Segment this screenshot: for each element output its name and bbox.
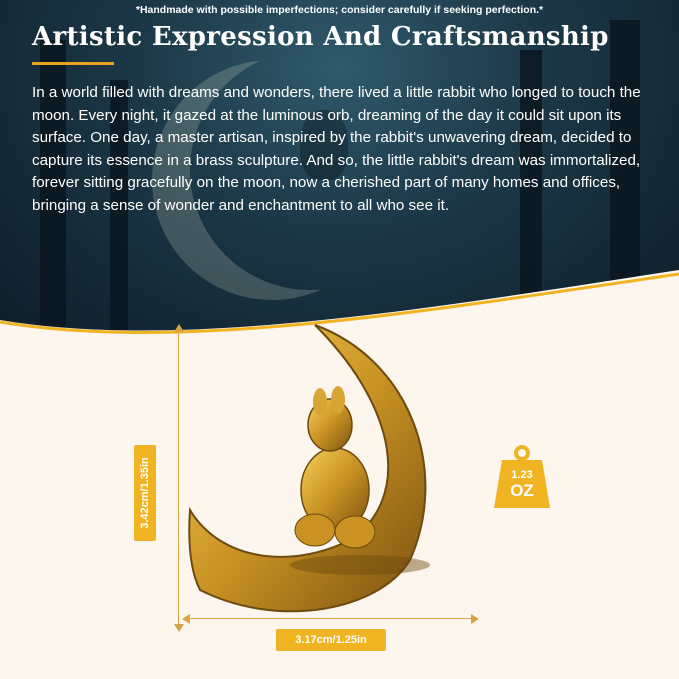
- weight-value: 1.23: [511, 469, 533, 481]
- title-underline: [32, 62, 114, 65]
- disclaimer-text: *Handmade with possible imperfections; consider carefully if seeking perfection.*: [135, 4, 544, 16]
- height-label: 3.42cm/1.35in: [139, 457, 151, 529]
- rabbit-feet: [295, 514, 335, 546]
- story-paragraph: In a world filled with dreams and wonders, there lived a little rabbit who longed to touch the moon. Every night, it gazed at the luminous orb, dreaming of the day it could sit upon its surface. One day, a master artisan, inspired by the rabbit's unwavering dream, decided to capture its essence in a brass sculpture. And so, the little rabbit's dream was immortalized, forever sitting gracefully on the moon, now a cherished part of many homes and offices, bringing a sense of wonder and enchantment to all who see it.: [32, 84, 641, 214]
- arrow-down-icon: [174, 624, 184, 632]
- width-label: 3.17cm/1.25in: [295, 634, 367, 646]
- rabbit-ear: [331, 386, 345, 414]
- brass-rabbit-moon-sculpture: [160, 310, 500, 640]
- width-dimension-line: [188, 618, 473, 619]
- arrow-up-icon: [174, 324, 184, 332]
- width-badge: [276, 629, 386, 651]
- weight-unit: OZ: [510, 481, 534, 500]
- height-badge: [134, 445, 156, 541]
- height-dimension-line: [178, 330, 179, 630]
- weight-label: [492, 468, 552, 498]
- arrow-left-icon: [182, 614, 190, 624]
- arrow-right-icon: [471, 614, 479, 624]
- page-title: Artistic Expression And Craftsmanship: [32, 22, 609, 52]
- rabbit-ear: [313, 388, 327, 416]
- sculpture-base: [290, 555, 430, 575]
- rabbit-feet: [335, 516, 375, 548]
